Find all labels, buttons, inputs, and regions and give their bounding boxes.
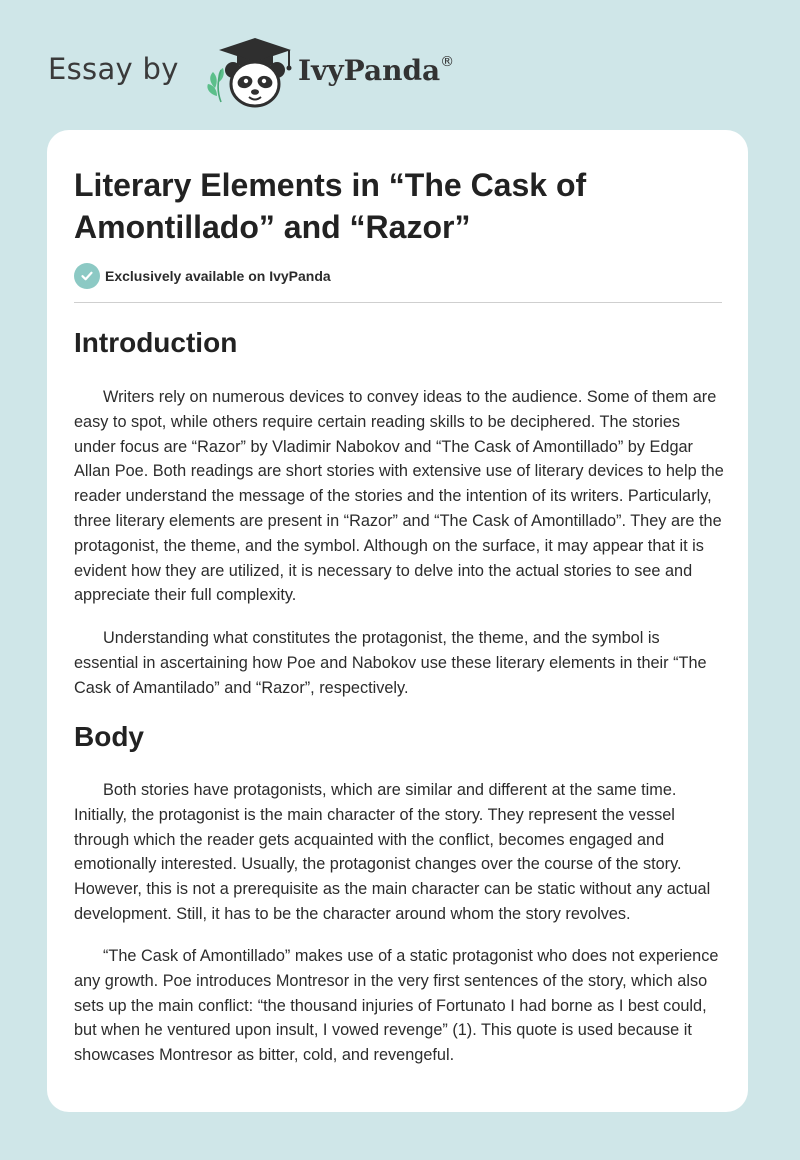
title-divider [74, 302, 722, 303]
brand-text: IvyPanda [298, 54, 441, 87]
exclusive-badge [74, 263, 331, 289]
ivypanda-logo-icon[interactable] [203, 36, 295, 110]
check-icon [74, 263, 100, 289]
brand-name[interactable] [298, 54, 454, 87]
article-card [47, 130, 748, 1112]
paragraph-intro-2: Understanding what constitutes the protagonist, the theme, and the symbol is essential in ascertaining how Poe and Nabokov use these literary elements in their “The Cask of Amantilado” and “Razor”, respectively. [74, 629, 707, 697]
paragraph-body-2: “The Cask of Amontillado” makes use of a static protagonist who does not experience any growth. Poe introduces Montresor in the very first sentences of the story, which also sets up the main conflict: “the thousand injuries of Fortunato I had borne as I best could, but when he ventured upon insult, I vowed revenge” (1). This quote is used because it showcases Montresor as bitter, cold, and revengeful. [74, 947, 719, 1065]
exclusive-label: Exclusively available on IvyPanda [105, 268, 331, 284]
site-header [0, 0, 800, 130]
section-heading-body: Body [74, 721, 144, 752]
section-heading-introduction: Introduction [74, 327, 238, 358]
registered-mark: ® [440, 53, 455, 70]
article-title: Literary Elements in “The Cask of Amontillado” and “Razor” [74, 167, 587, 245]
paragraph-body-1: Both stories have protagonists, which are similar and different at the same time. Initially, the protagonist is the main character of the story. They represent the vessel through which the reader gets acquainted with the conflict, becomes engaged and emotionally interested. Usually, the protagonist changes over the course of the story. However, this is not a prerequisite as the main character can be static without any actual development. Still, it has to be the character around whom the story revolves. [74, 781, 711, 923]
essay-by-label: Essay by [48, 52, 179, 86]
paragraph-intro-1: Writers rely on numerous devices to convey ideas to the audience. Some of them are easy to spot, while others require certain reading skills to be deciphered. The stories under focus are “Razor” by Vladimir Nabokov and “The Cask of Amontillado” by Edgar Allan Poe. Both readings are short stories with extensive use of literary devices to help the reader understand the message of the stories and the intention of its writers. Particularly, three literary elements are present in “Razor” and “The Cask of Amontillado”. They are the protagonist, the theme, and the symbol. Although on the surface, it may appear that it is evident how they are utilized, it is necessary to delve into the actual stories to see and appreciate their full complexity. [74, 388, 724, 605]
